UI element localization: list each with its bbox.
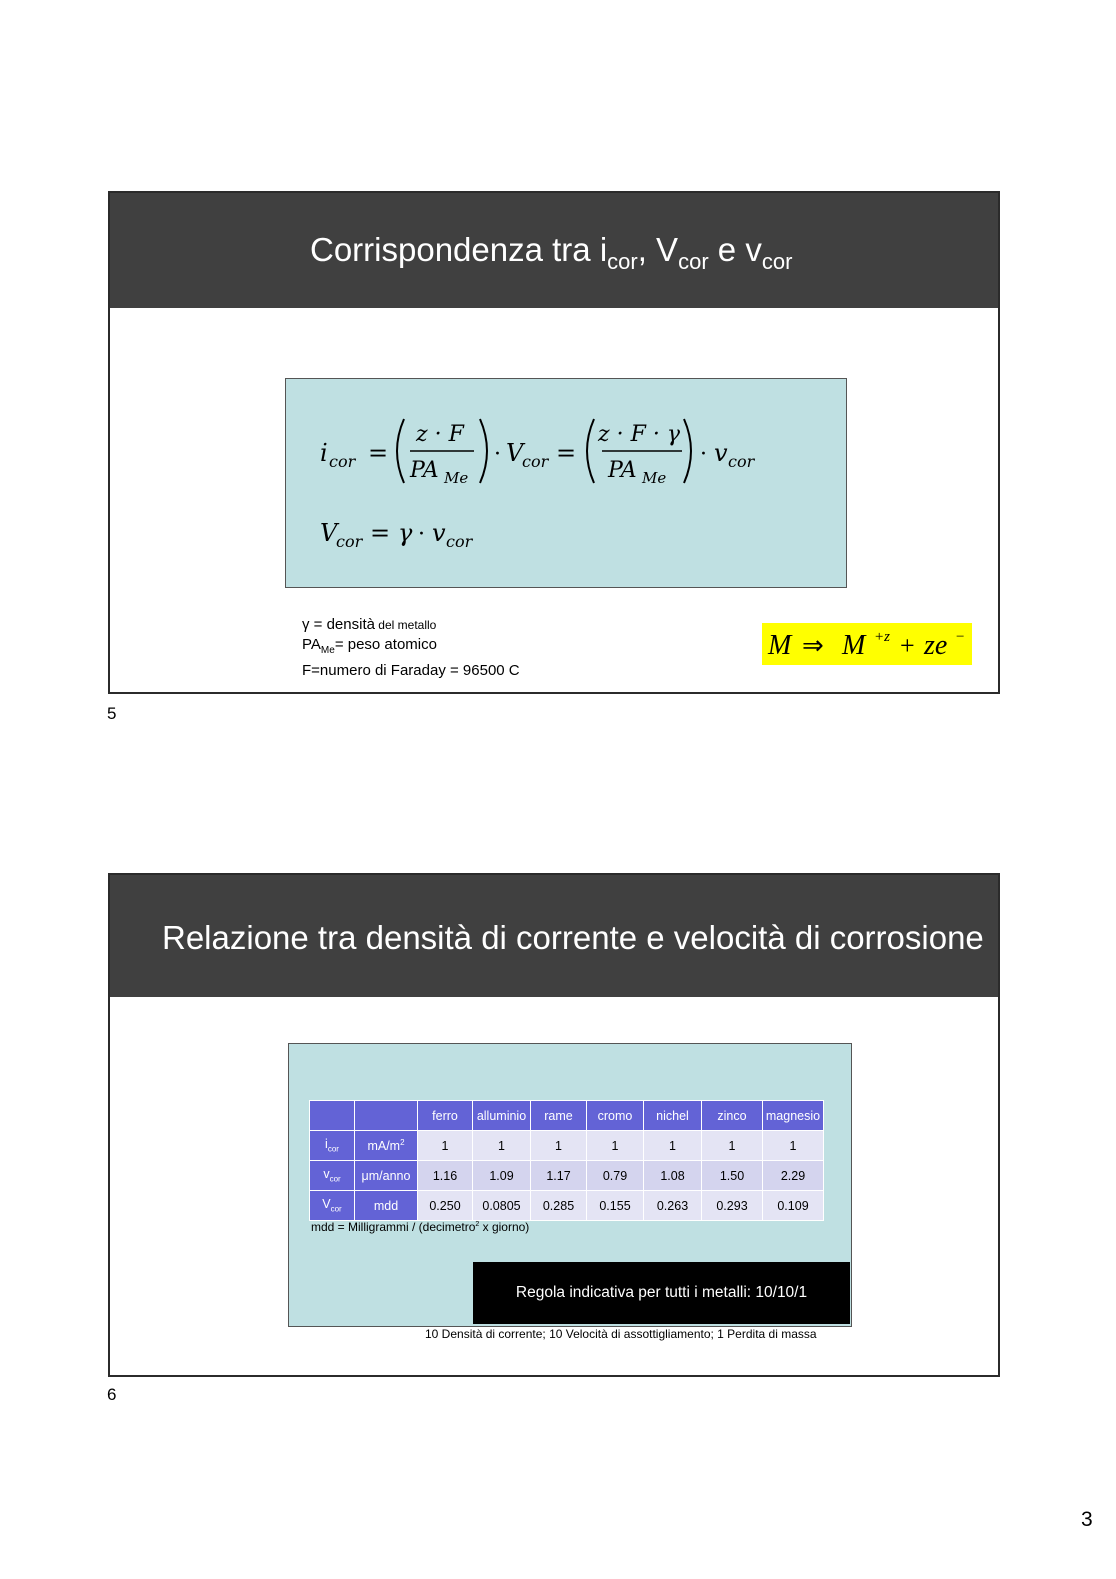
column-header: ferro: [418, 1101, 473, 1131]
slide-6: [108, 873, 1000, 1377]
page-number: 3: [1081, 1508, 1093, 1531]
slide-title: Relazione tra densità di corrente e velocità di corrosione: [162, 919, 984, 956]
row-unit: [355, 1131, 418, 1161]
svg-text:z · F · γ: z · F · γ: [598, 422, 680, 447]
note-sup: 2: [475, 1221, 480, 1228]
column-header: magnesio: [763, 1101, 824, 1131]
title-text: e v: [708, 231, 762, 268]
title-text: Corrispondenza tra i: [310, 231, 608, 268]
corrosion-table: [309, 1100, 824, 1221]
svg-text:·: ·: [700, 442, 707, 467]
rule-caption: 10 Densità di corrente; 10 Velocità di assottigliamento; 1 Perdita di massa: [425, 1327, 817, 1341]
reaction-formula: [762, 623, 972, 665]
table-cell: 1.50: [702, 1161, 763, 1191]
symbol-text: v: [323, 1167, 330, 1182]
row-unit: [355, 1191, 418, 1221]
svg-text:V: V: [506, 439, 524, 467]
row-symbol: [310, 1161, 355, 1191]
svg-text:i: i: [320, 439, 328, 467]
table-cell: 0.79: [587, 1161, 644, 1191]
svg-text:PA: PA: [410, 458, 439, 483]
svg-text:v: v: [432, 519, 446, 547]
title-sub: cor: [607, 249, 638, 274]
svg-text:Me: Me: [642, 469, 667, 487]
note-text: mdd = Milligrammi / (decimetro: [311, 1220, 476, 1234]
legend-text-small: del metallo: [374, 618, 437, 632]
svg-text:=: =: [556, 439, 577, 467]
symbol-text: i: [325, 1137, 328, 1152]
table-cell: 1: [587, 1131, 644, 1161]
header-cell-empty: [310, 1101, 355, 1131]
table-cell: 0.285: [531, 1191, 587, 1221]
legend-atomic-weight: [302, 635, 520, 661]
oxidation-reaction: [762, 623, 972, 665]
row-symbol: [310, 1131, 355, 1161]
legend-sub: Me: [320, 645, 335, 656]
svg-text:−: −: [956, 629, 965, 645]
slide-header: [110, 875, 998, 997]
svg-text:cor: cor: [329, 452, 356, 471]
svg-text:γ: γ: [398, 519, 413, 547]
table-cell: 0.109: [763, 1191, 824, 1221]
legend-text: PA: [302, 636, 321, 653]
slide-number: 6: [107, 1385, 117, 1404]
header-cell-empty: [355, 1101, 418, 1131]
svg-text:ze: ze: [924, 630, 948, 661]
svg-text:PA: PA: [608, 458, 637, 483]
symbol-sub: cor: [327, 1144, 339, 1154]
table-cell: 1: [418, 1131, 473, 1161]
column-header: nichel: [644, 1101, 702, 1131]
formula-box: [285, 378, 847, 588]
table-cell: 0.155: [587, 1191, 644, 1221]
legend-text: γ = densità: [302, 616, 375, 633]
svg-text:V: V: [320, 519, 338, 547]
table-cell: 1.16: [418, 1161, 473, 1191]
table-cell: 1: [473, 1131, 531, 1161]
column-header: alluminio: [473, 1101, 531, 1131]
legend-faraday: F=numero di Faraday = 96500 C: [302, 662, 520, 679]
svg-text:cor: cor: [522, 452, 549, 471]
svg-text:·: ·: [494, 442, 501, 467]
table-row: [310, 1131, 824, 1161]
row-symbol: [310, 1191, 355, 1221]
table-cell: 1: [531, 1131, 587, 1161]
svg-text:Me: Me: [444, 469, 469, 487]
mdd-footnote: [311, 1220, 529, 1234]
svg-text:+: +: [900, 631, 915, 660]
column-header: rame: [531, 1101, 587, 1131]
rule-text: Regola indicativa per tutti i metalli: 10/10/1: [515, 1284, 808, 1301]
unit-text: μm/anno: [361, 1168, 411, 1183]
title-sub: cor: [761, 249, 793, 274]
slide-number: 5: [107, 704, 117, 723]
unit-sup: 2: [400, 1137, 405, 1147]
table-cell: 1: [702, 1131, 763, 1161]
svg-text:z · F: z · F: [416, 422, 464, 447]
table-cell: 1.17: [531, 1161, 587, 1191]
table-header-row: [310, 1101, 824, 1131]
unit-text: mdd: [373, 1198, 399, 1213]
symbol-sub: cor: [329, 1174, 341, 1184]
table-cell: 0.0805: [473, 1191, 531, 1221]
slide-title: [310, 231, 792, 275]
svg-text:M: M: [768, 630, 792, 661]
note-text: x giorno): [479, 1220, 530, 1234]
svg-text:cor: cor: [728, 452, 755, 471]
table-row: [310, 1191, 824, 1221]
table-cell: 1: [644, 1131, 702, 1161]
table-cell: 2.29: [763, 1161, 824, 1191]
column-header: cromo: [587, 1101, 644, 1131]
table-cell: 0.263: [644, 1191, 702, 1221]
corrosion-formula: [286, 379, 846, 587]
svg-text:v: v: [714, 439, 728, 467]
rule-box: [473, 1262, 850, 1324]
symbol-sub: cor: [330, 1204, 342, 1214]
svg-text:+z: +z: [874, 629, 890, 645]
title-text: , V: [637, 231, 679, 268]
table-cell: 1.09: [473, 1161, 531, 1191]
table-cell: 0.250: [418, 1191, 473, 1221]
table-cell: 1: [763, 1131, 824, 1161]
slide-5: [108, 191, 1000, 694]
svg-text:·: ·: [418, 522, 425, 547]
legend-text: = peso atomico: [334, 636, 437, 653]
unit-text: mA/m: [367, 1139, 401, 1154]
svg-text:cor: cor: [446, 532, 473, 551]
table-cell: 0.293: [702, 1191, 763, 1221]
table-cell: 1.08: [644, 1161, 702, 1191]
table-row: [310, 1161, 824, 1191]
slide-header: [110, 193, 998, 308]
svg-text:=: =: [370, 519, 391, 547]
svg-text:M: M: [842, 630, 866, 661]
svg-text:cor: cor: [336, 532, 363, 551]
legend-density: [302, 615, 520, 635]
svg-text:⇒: ⇒: [802, 631, 824, 660]
title-sub: cor: [678, 249, 709, 274]
symbol-legend: [302, 615, 520, 681]
svg-text:=: =: [368, 439, 389, 467]
symbol-text: V: [322, 1197, 331, 1212]
row-unit: [355, 1161, 418, 1191]
column-header: zinco: [702, 1101, 763, 1131]
table-box: [288, 1043, 852, 1327]
